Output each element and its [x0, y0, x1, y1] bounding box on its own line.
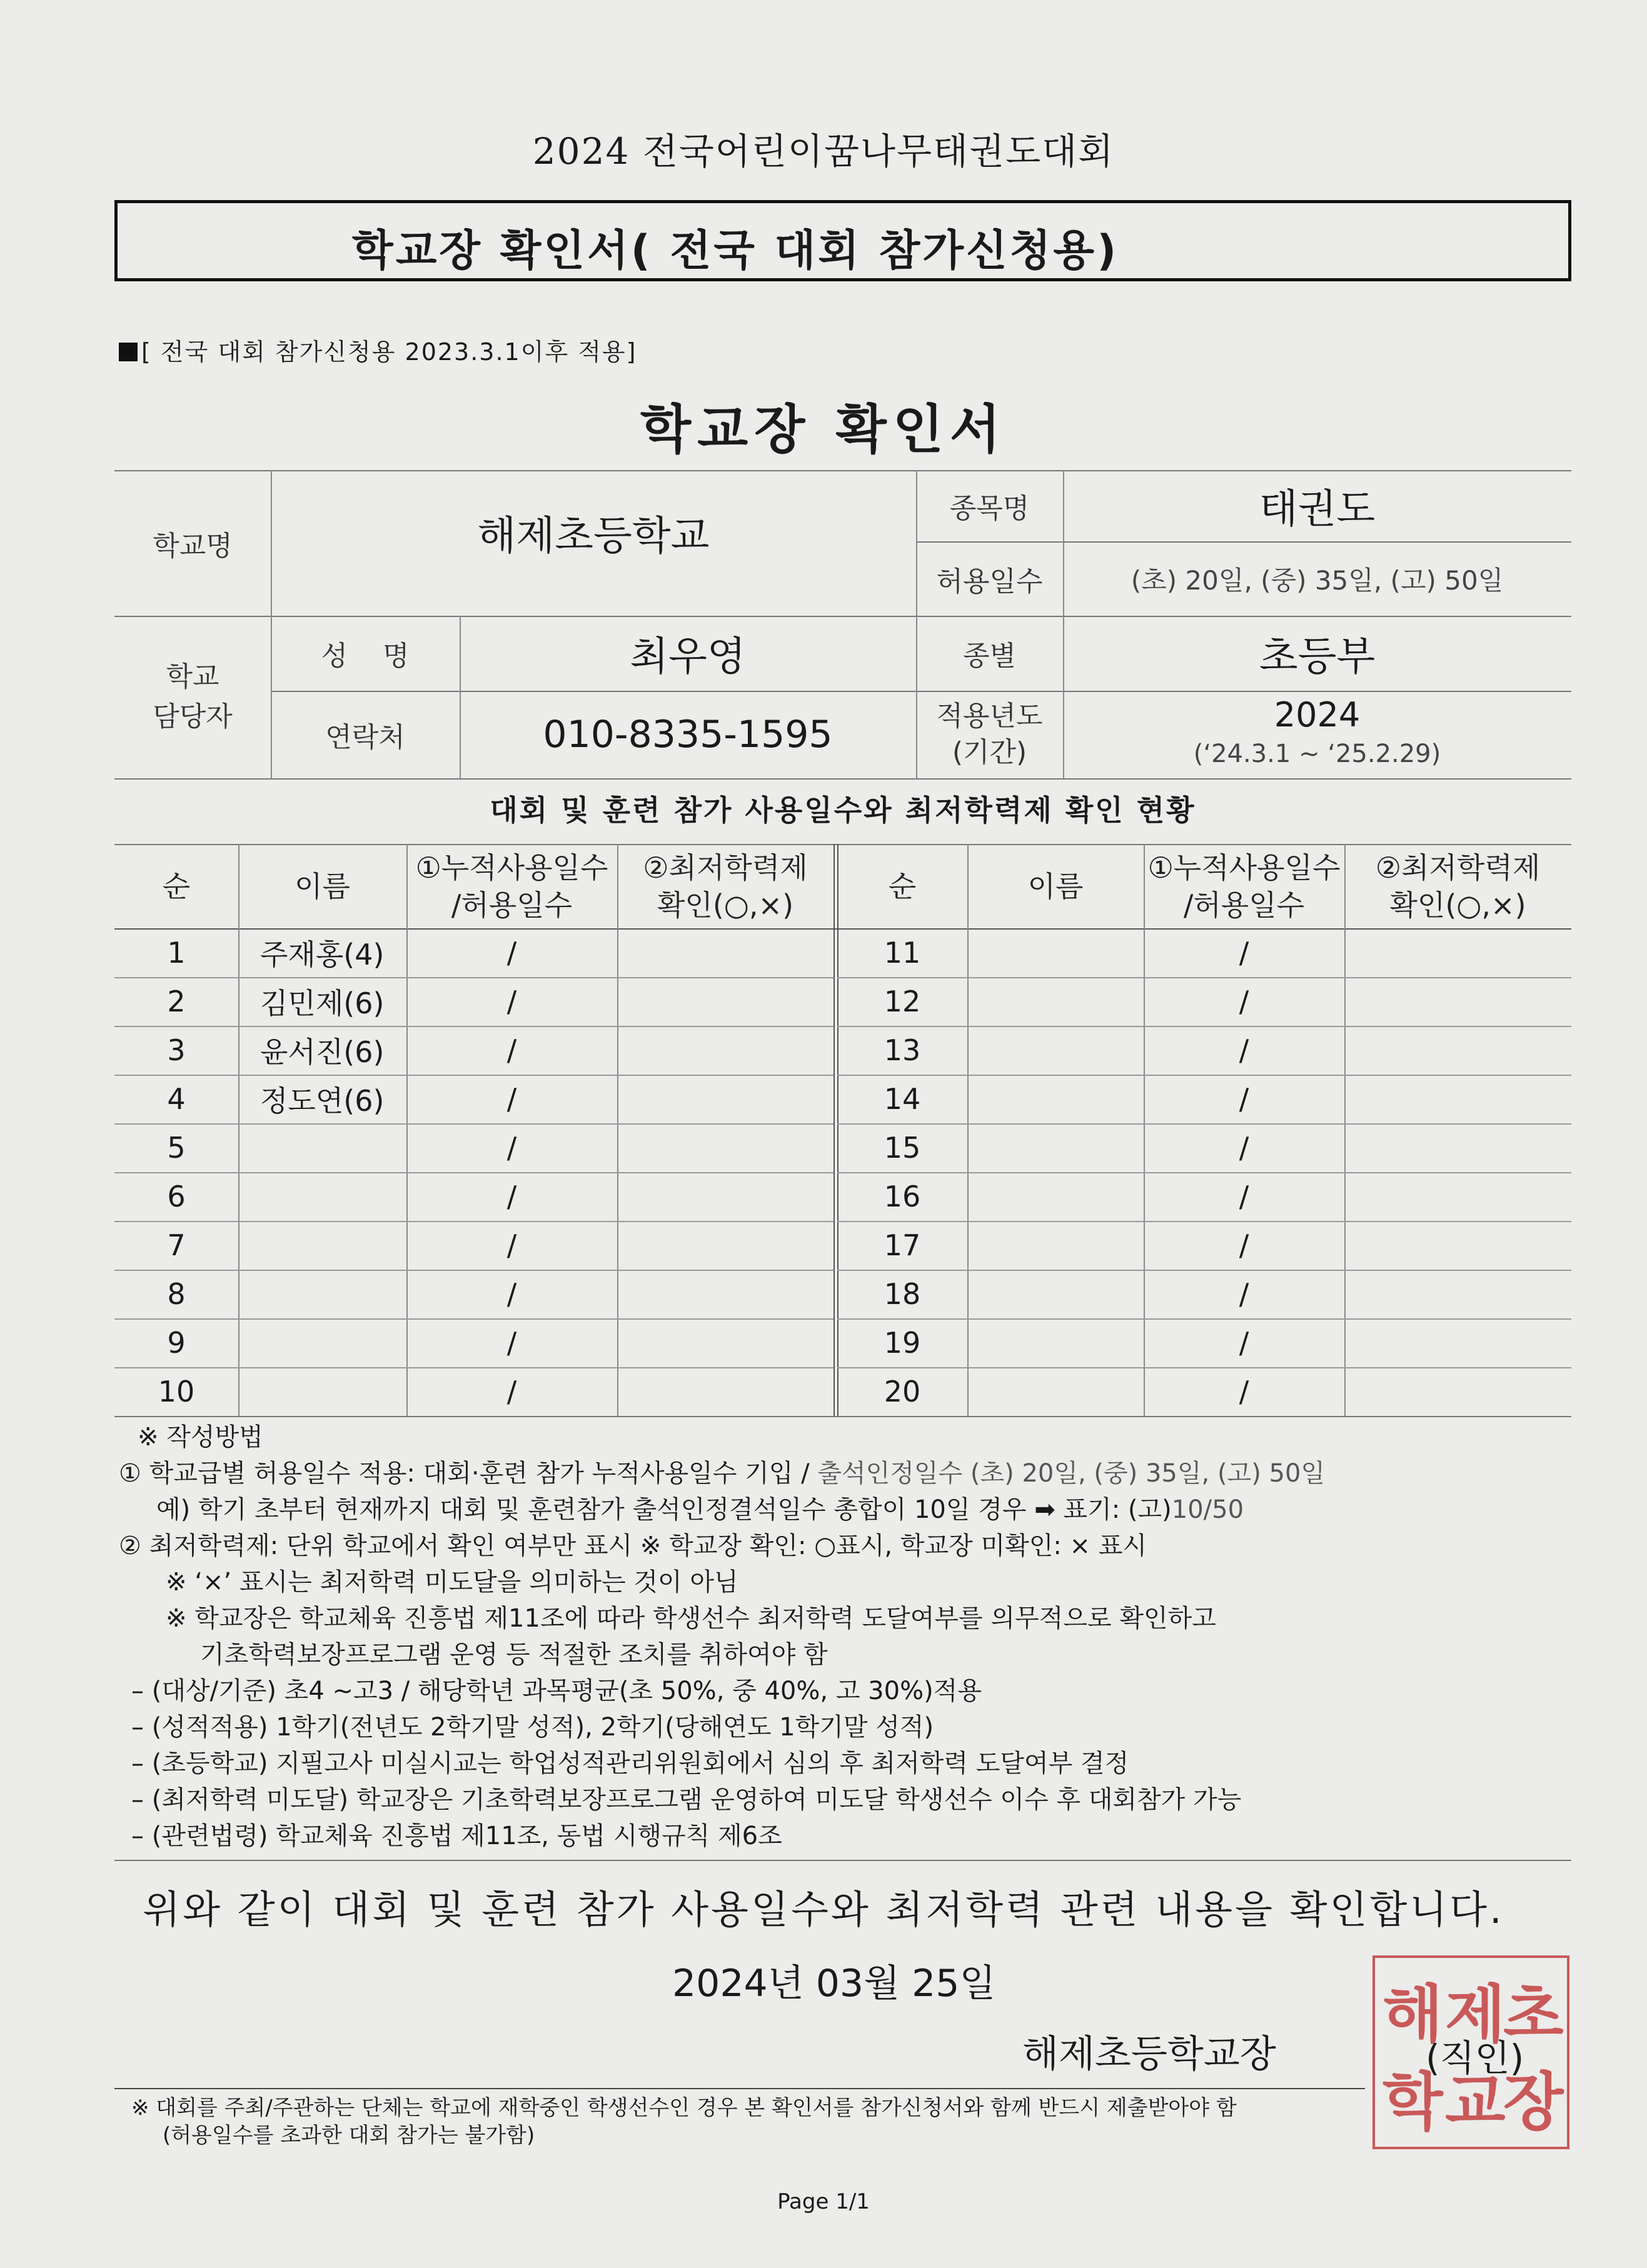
row-name: [967, 1172, 1144, 1221]
row-number: 13: [884, 1033, 921, 1067]
contact-label: 연락처: [325, 721, 405, 753]
allowed-days-label: 허용일수: [936, 565, 1043, 598]
row-divider: [837, 977, 1571, 978]
row-name: [238, 1123, 406, 1172]
row-number: 2: [167, 985, 186, 1018]
notes-heading: ※ 작성방법: [138, 1423, 263, 1452]
school-name: 해제초등학교: [477, 513, 710, 559]
row-check: [617, 977, 834, 1026]
row-name: [967, 928, 1144, 977]
note-10: – (최저학력 미도달) 학교장은 기초학력보장프로그램 운영하여 미도달 학생선수 이수 후 대회참가 가능: [131, 1785, 1242, 1814]
row-divider: [114, 1172, 834, 1173]
row-number: 6: [167, 1180, 186, 1213]
header-days-right: [1144, 844, 1344, 928]
row-days: /: [1239, 1082, 1249, 1116]
row-name: 김민제(6): [260, 986, 385, 1020]
note-6: 기초학력보장프로그램 운영 등 적절한 조치를 취하여야 함: [200, 1640, 828, 1669]
header-check-right: [1344, 844, 1571, 928]
row-number: 7: [167, 1228, 186, 1262]
row-number: 10: [158, 1375, 195, 1408]
row-check: [617, 928, 834, 977]
header-days-line2: /허용일수: [451, 888, 573, 922]
sport-name: 태권도: [1259, 486, 1376, 533]
row-name: [238, 1270, 406, 1318]
header-name-right: 이름: [1027, 869, 1084, 903]
row-number: 16: [884, 1180, 921, 1213]
header-check-line1: ②최저학력제: [1375, 850, 1541, 885]
note-4: ※ ‘×’ 표시는 최저학력 미도달을 의미하는 것이 아님: [166, 1568, 738, 1597]
note-8: – (성적적용) 1학기(전년도 2학기말 성적), 2학기(당해연도 1학기말 성적): [131, 1713, 934, 1742]
header-check-line2: 확인(○,×): [1389, 888, 1526, 922]
row-days: /: [1239, 1033, 1249, 1067]
row-check: [1344, 1026, 1571, 1075]
scope-note-text: [ 전국 대회 참가신청용 2023.3.1이후 적용]: [141, 338, 637, 366]
contact-number: 010-8335-1595: [543, 713, 833, 756]
row-check: [617, 1172, 834, 1221]
row-check: [1344, 1367, 1571, 1416]
row-name: [967, 1026, 1144, 1075]
row-check: [1344, 928, 1571, 977]
row-divider: [837, 1318, 1571, 1320]
box-title: 학교장 확인서( 전국 대회 참가신청용): [352, 226, 1119, 276]
row-days: /: [506, 1131, 517, 1165]
row-days: /: [506, 1180, 517, 1213]
manager-label-line1: 학교: [166, 661, 219, 693]
header-seq-left: 순: [162, 869, 191, 903]
row-days: /: [1239, 1326, 1249, 1360]
row-check: [617, 1026, 834, 1075]
row-days: /: [506, 936, 517, 970]
row-name: [967, 1221, 1144, 1270]
header-check-line2: 확인(○,×): [657, 888, 794, 922]
row-number: 4: [167, 1082, 186, 1116]
row-check: [617, 1270, 834, 1318]
row-number: 8: [167, 1277, 186, 1311]
row-name: [967, 977, 1144, 1026]
footnote-line2: (허용일수를 초과한 대회 참가는 불가함): [163, 2123, 535, 2148]
note-1-text: ① 학교급별 허용일수 적용: 대회·훈련 참가 누적사용일수 기입 /: [119, 1459, 818, 1488]
footnote: [131, 2094, 1569, 2149]
row-check: [617, 1075, 834, 1123]
row-divider: [837, 1123, 1571, 1125]
row-days: /: [1239, 1277, 1249, 1311]
row-check: [1344, 1123, 1571, 1172]
row-check: [617, 1367, 834, 1416]
note-5: ※ 학교장은 학교체육 진흥법 제11조에 따라 학생선수 최저학력 도달여부를 의무적으로 확인하고: [166, 1604, 1216, 1633]
note-2: [119, 1492, 1576, 1528]
row-check: [1344, 1318, 1571, 1367]
row-name: 주재홍(4): [260, 938, 385, 971]
year-value: 2024: [1274, 695, 1361, 735]
row-number: 14: [884, 1082, 921, 1116]
row-number: 19: [884, 1326, 921, 1360]
row-number: 18: [884, 1277, 921, 1311]
row-divider: [114, 1367, 834, 1368]
manager-label-line2: 담당자: [153, 701, 233, 733]
row-number: 15: [884, 1131, 921, 1165]
division: 초등부: [1259, 634, 1376, 680]
note-2-text: 예) 학기 초부터 현재까지 대회 및 훈련참가 출석인정결석일수 총합이 10일 경우 ➡ 표기: (고): [156, 1495, 1172, 1524]
manager-label: [114, 616, 271, 778]
row-divider: [837, 1075, 1571, 1076]
row-name: [238, 1221, 406, 1270]
header-name-left: 이름: [295, 869, 350, 903]
issue-date: 2024년 03월 25일: [672, 1962, 996, 2005]
row-number: 12: [884, 985, 921, 1018]
row-name: [967, 1270, 1144, 1318]
history-title: 대회 및 훈련 참가 사용일수와 최저학력제 확인 현황: [490, 793, 1196, 827]
header-days-line1: ①누적사용일수: [1147, 850, 1341, 885]
row-number: 3: [167, 1033, 186, 1067]
row-name: [238, 1172, 406, 1221]
row-name: [967, 1367, 1144, 1416]
row-days: /: [1239, 936, 1249, 970]
row-number: 5: [167, 1131, 186, 1165]
row-number: 1: [167, 936, 186, 970]
manager-name: 최우영: [630, 634, 746, 680]
school-name-label: 학교명: [153, 529, 233, 562]
row-divider: [114, 1075, 834, 1076]
row-divider: [837, 1367, 1571, 1368]
row-name: 정도연(6): [260, 1084, 385, 1118]
row-check: [1344, 1075, 1571, 1123]
row-days: /: [1239, 1180, 1249, 1213]
row-name: [967, 1075, 1144, 1123]
confirmation-statement: 위와 같이 대회 및 훈련 참가 사용일수와 최저학력 관련 내용을 확인합니다.: [143, 1887, 1504, 1932]
note-1: [119, 1455, 1576, 1492]
manager-name-label: 성 명: [321, 640, 410, 672]
year-period: (‘24.3.1 ~ ‘25.2.29): [1193, 740, 1441, 768]
row-days: /: [506, 1375, 517, 1408]
row-check: [617, 1318, 834, 1367]
row-divider: [114, 977, 834, 978]
row-divider: [114, 1123, 834, 1125]
row-check: [617, 1123, 834, 1172]
row-days: /: [1239, 1131, 1249, 1165]
black-square-icon: [119, 343, 138, 361]
row-number: 11: [884, 936, 921, 970]
row-name: 윤서진(6): [260, 1035, 385, 1069]
row-name: [967, 1123, 1144, 1172]
row-number: 20: [884, 1375, 921, 1408]
row-number: 9: [167, 1326, 186, 1360]
division-label: 종별: [962, 640, 1016, 672]
row-check: [617, 1221, 834, 1270]
seal-mark: (직인): [1426, 2037, 1524, 2079]
row-check: [1344, 1221, 1571, 1270]
row-divider: [837, 1026, 1571, 1027]
row-days: /: [506, 985, 517, 1018]
sport-label: 종목명: [949, 493, 1030, 524]
row-check: [1344, 977, 1571, 1026]
row-divider: [114, 1026, 834, 1027]
header-days-line2: /허용일수: [1183, 888, 1305, 922]
year-label-line1: 적용년도: [936, 700, 1043, 732]
year-label-line2: (기간): [952, 736, 1027, 768]
row-number: 17: [884, 1228, 921, 1262]
contest-title: 2024 전국어린이꿈나무태권도대회: [532, 130, 1115, 173]
row-name: [238, 1367, 406, 1416]
page-number: Page 1/1: [777, 2189, 870, 2214]
writing-instructions: [119, 1419, 1576, 1854]
note-11: – (관련법령) 학교체육 진흥법 제11조, 동법 시행규칙 제6조: [131, 1822, 782, 1850]
header-check-left: [617, 844, 834, 928]
header-seq-right: 순: [888, 869, 917, 903]
row-divider: [114, 1318, 834, 1320]
title-box: [114, 200, 1571, 281]
row-days: /: [506, 1033, 517, 1067]
row-divider: [837, 1221, 1571, 1222]
header-check-line1: ②최저학력제: [643, 850, 808, 885]
row-days: /: [1239, 1228, 1249, 1262]
header-days-left: [406, 844, 617, 928]
row-check: [1344, 1270, 1571, 1318]
scope-note: [119, 333, 637, 367]
row-days: /: [506, 1082, 517, 1116]
row-divider: [837, 1270, 1571, 1271]
allowed-days: (초) 20일, (중) 35일, (고) 50일: [1131, 564, 1504, 596]
row-name: [238, 1318, 406, 1367]
note-3: ② 최저학력제: 단위 학교에서 확인 여부만 표시 ※ 학교장 확인: ○표시, 학교장 미확인: × 표시: [119, 1532, 1147, 1560]
header-days-line1: ①누적사용일수: [415, 850, 608, 885]
row-days: /: [506, 1228, 517, 1262]
applicable-year: [1063, 691, 1571, 778]
note-1-days: 출석인정일수 (초) 20일, (중) 35일, (고) 50일: [817, 1459, 1326, 1488]
row-check: [1344, 1172, 1571, 1221]
row-days: /: [1239, 1375, 1249, 1408]
row-divider: [114, 1221, 834, 1222]
principal-name: 해제초등학교장: [1022, 2032, 1276, 2076]
row-days: /: [506, 1326, 517, 1360]
row-days: /: [506, 1277, 517, 1311]
row-days: /: [1239, 985, 1249, 1018]
note-7: – (대상/기준) 초4 ~고3 / 해당학년 과목평균(초 50%, 중 40%, 고 30%)적용: [131, 1677, 982, 1705]
footnote-line1: ※ 대회를 주최/주관하는 단체는 학교에 재학중인 학생선수인 경우 본 확인서를 참가신청서와 함께 반드시 제출받아야 함: [131, 2095, 1237, 2120]
row-divider: [837, 1172, 1571, 1173]
note-2-example: 10/50: [1171, 1495, 1244, 1524]
year-label: [916, 691, 1063, 778]
row-divider: [114, 1270, 834, 1271]
note-9: – (초등학교) 지필고사 미실시교는 학업성적관리위원회에서 심의 후 최저학력 도달여부 결정: [131, 1749, 1129, 1778]
row-name: [967, 1318, 1144, 1367]
document-heading: 학교장 확인서: [640, 399, 1007, 460]
school-seal: 해 제 초 학 교 장: [1372, 1955, 1569, 2149]
